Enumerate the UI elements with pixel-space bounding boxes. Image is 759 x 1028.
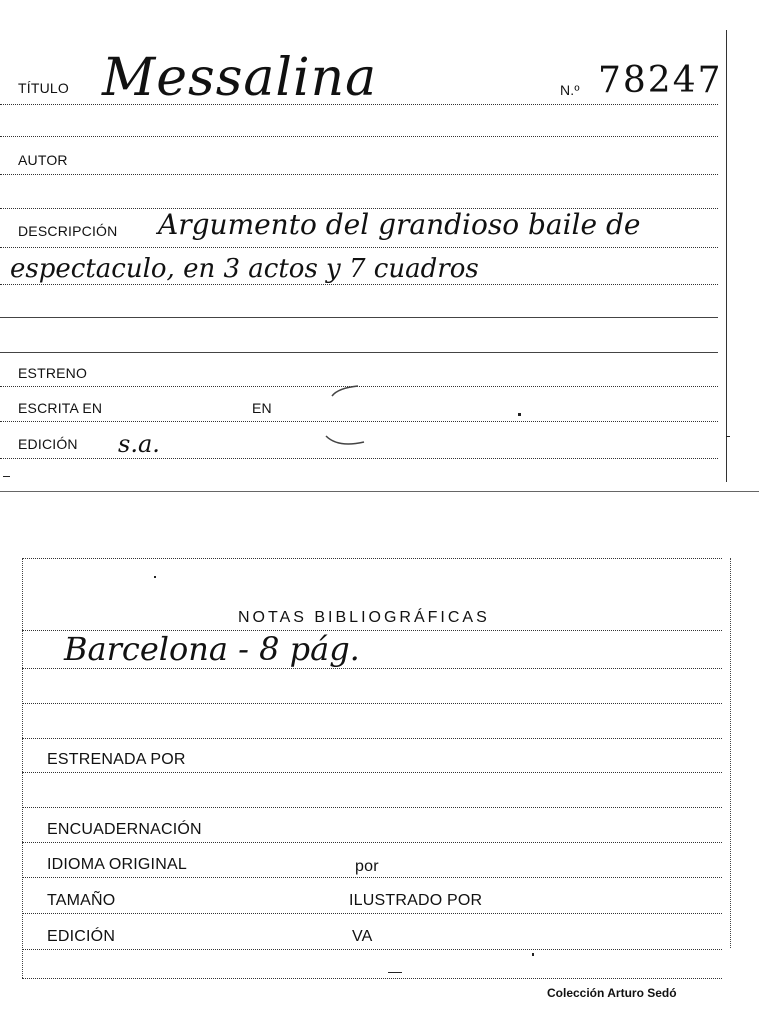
va-label: VA [352, 928, 373, 945]
idioma-original-label: IDIOMA ORIGINAL [47, 856, 187, 873]
ilustrado-por-label: ILUSTRADO POR [349, 892, 483, 909]
notas-value: Barcelona - 8 pág. [64, 630, 360, 668]
bottom-card-left-border [22, 558, 23, 978]
descripcion-line [0, 247, 718, 248]
blank-line-2 [0, 352, 718, 353]
top-catalog-card [0, 0, 759, 495]
edicion-line [0, 458, 718, 459]
line-after-titulo [0, 136, 718, 137]
autor-line [0, 174, 718, 175]
edge-tick-left [3, 476, 10, 477]
escrita-en-label: ESCRITA EN [18, 400, 103, 416]
bottom-catalog-card [0, 548, 759, 1000]
edicion-value: s.a. [118, 430, 160, 458]
blank-dotline-3 [22, 807, 722, 808]
estrenada-por-line [22, 772, 722, 773]
autor-label: AUTOR [18, 152, 68, 168]
ink-dash [388, 972, 402, 973]
descripcion-line2: espectaculo, en 3 actos y 7 cuadros [10, 254, 479, 284]
titulo-line [0, 104, 718, 105]
encuadernacion-line [22, 842, 722, 843]
ink-speck [518, 413, 521, 416]
top-card-right-border [726, 30, 727, 482]
descripcion-label: DESCRIPCIÓN [18, 223, 118, 239]
descripcion-line2-rule [0, 284, 718, 285]
tamano-line [22, 913, 722, 914]
ink-dot-1 [154, 576, 156, 578]
faded-stamp-mark [318, 382, 378, 452]
por-label: por [355, 858, 379, 875]
descripcion-line1: Argumento del grandioso baile de [158, 208, 641, 241]
top-card-bottom-border [0, 491, 759, 492]
edge-tick-right [726, 436, 730, 437]
idioma-original-line [22, 877, 722, 878]
estreno-label: ESTRENO [18, 365, 88, 381]
notas-value-line [22, 668, 722, 669]
coleccion-label: Colección Arturo Sedó [547, 986, 677, 1000]
numero-label: N.º [560, 82, 580, 98]
titulo-label: TÍTULO [18, 80, 69, 96]
edicion-bottom-label: EDICIÓN [47, 928, 116, 945]
bottom-card-right-border [730, 558, 731, 948]
edicion-bottom-line [22, 949, 722, 950]
bottom-card-top-border [22, 558, 722, 559]
notas-heading: NOTAS BIBLIOGRÁFICAS [238, 609, 490, 626]
edicion-label: EDICIÓN [18, 436, 78, 452]
encuadernacion-label: ENCUADERNACIÓN [47, 821, 202, 838]
blank-dotline-2 [22, 738, 722, 739]
blank-line-1 [0, 317, 718, 318]
tamano-label: TAMAÑO [47, 892, 116, 909]
titulo-value: Messalina [102, 48, 378, 108]
blank-dotline-1 [22, 703, 722, 704]
numero-value: 78247 [598, 60, 723, 101]
bottom-card-bottom-border [22, 978, 722, 979]
estrenada-por-label: ESTRENADA POR [47, 751, 186, 768]
en-label: EN [252, 400, 272, 416]
ink-dot-2 [532, 953, 534, 956]
